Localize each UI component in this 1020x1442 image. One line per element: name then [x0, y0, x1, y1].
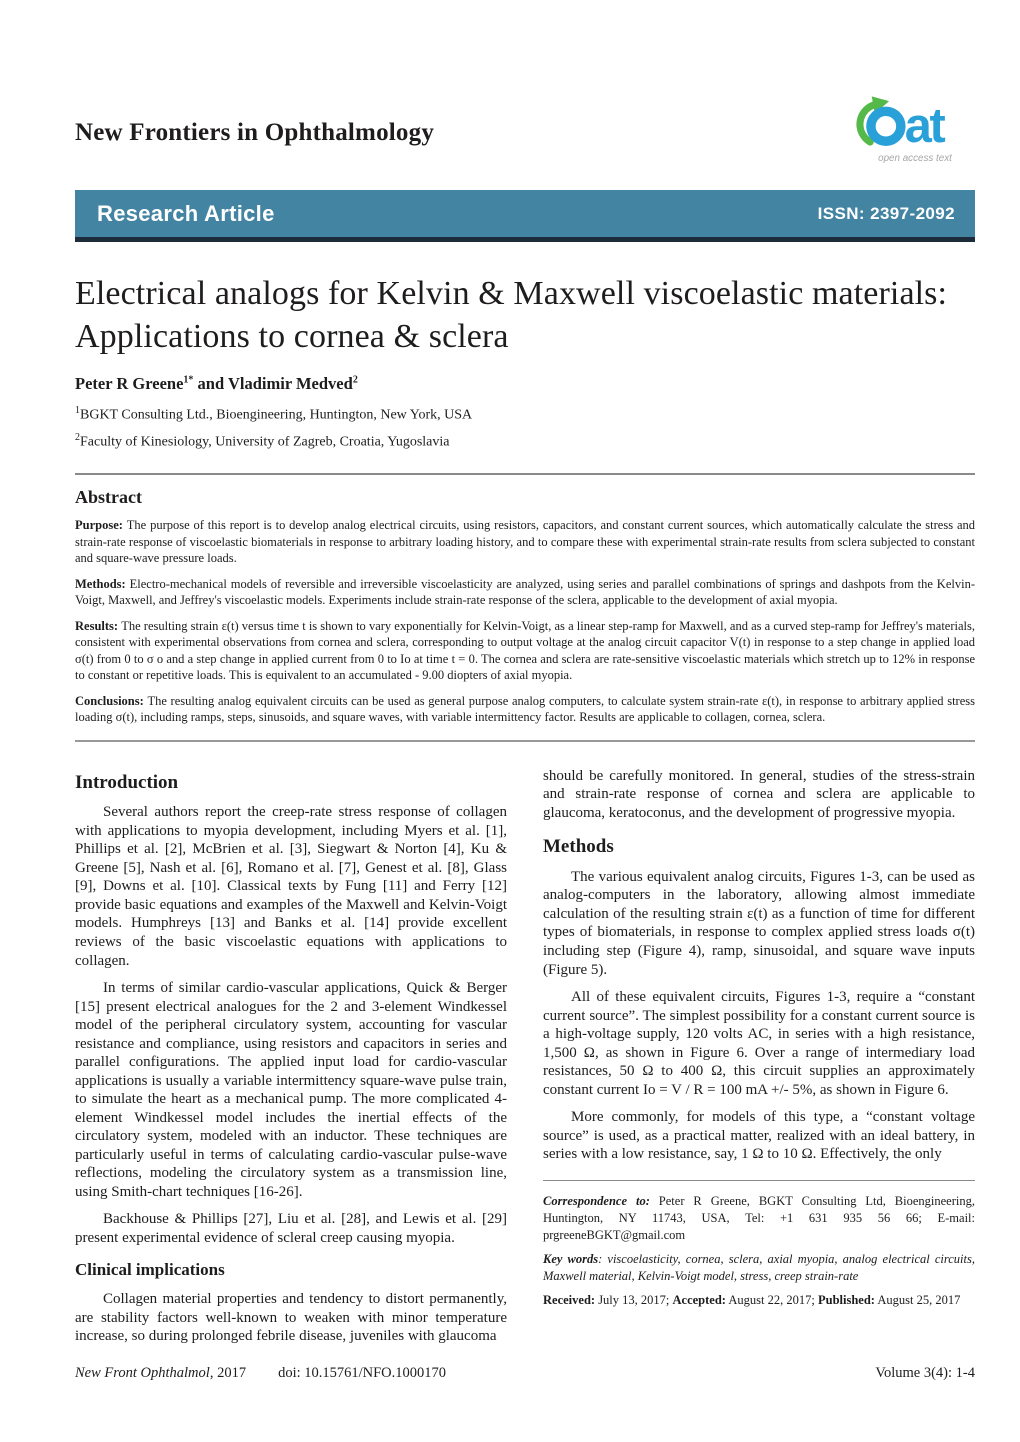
affiliation-2-superscript: 2 [75, 431, 80, 443]
article-title-line1: Electrical analogs for Kelvin & Maxwell viscoelastic materials: [75, 275, 948, 312]
affiliation-1 [75, 402, 975, 429]
continuation-paragraph: should be carefully monitored. In general, studies of the stress-strain and strain-rate response of cornea and sclera are applicable to glaucoma, keratoconus, and the development of progressive myopia. [543, 767, 975, 821]
abstract-purpose-text: The purpose of this report is to develop analog electrical circuits, using resistors, capacitors, and constant current sources, which automatically calculate the stress and strain-rate response of viscoelastic biomaterials in response to arbitrary loading history, and to compare these with experimental strain-rate results from sclera subjected to constant and square-wave pressure loads. [75, 518, 975, 566]
received-label: Received: [543, 1292, 596, 1307]
divider-above-abstract [75, 473, 975, 475]
abstract-purpose [75, 517, 975, 567]
article-title-line2: Applications to cornea & sclera [75, 318, 509, 356]
keywords-paragraph [543, 1251, 975, 1285]
page-footer [75, 1365, 975, 1382]
dates-paragraph [543, 1292, 975, 1309]
abstract-section [75, 487, 975, 726]
footer-doi: doi: 10.15761/NFO.1000170 [278, 1365, 447, 1381]
journal-name: New Frontiers in Ophthalmology [75, 119, 435, 146]
oat-logo-icon [856, 93, 974, 169]
introduction-paragraph-2: In terms of similar cardio-vascular applications, Quick & Berger [15] present electrical analogues for the 2 and 3-element Windkessel model of the peripheral circulatory system, accounting for vascular resistance and compliance, using resistors and capacitors in series and parallel configurations. The applied input load for cardio-vascular applications is usually a variable intermittency square-wave pulse train, to simulate the heart as a mechanical pump. The more complicated 4-element Windkessel model includes the inertial effects of the circulatory system, modeled with an inductor. These techniques are particularly useful in terms of calculating cardio-vascular pulse-wave reflections, modeling the circulatory system as a transmission line, using Smith-chart techniques [16-26]. [75, 980, 507, 1200]
abstract-conclusions-text: The resulting analog equivalent circuits can be used as general purpose analog computers, to calculate system strain-rate ε(t), in response to arbitrary applied stress loading σ(t), including ramps, steps, sinusoids, and square waves, with variable intermittency factor. Results are applicable to collagen, cornea, sclera. [75, 693, 975, 725]
authors-line [75, 374, 975, 394]
article-title [75, 272, 975, 358]
keywords-label: Key words [543, 1251, 599, 1266]
clinical-implications-paragraph: Collagen material properties and tendency to distort permanently, are stability factors well-known to weaken with minor temperature increase, so during prolonged febrile disease, juveniles with glaucoma [75, 1291, 507, 1345]
publisher-logo [855, 93, 975, 174]
affiliation-1-superscript: 1 [75, 405, 80, 417]
abstract-conclusions-label: Conclusions: [75, 693, 148, 708]
footer-journal [75, 1365, 246, 1382]
left-column [75, 758, 507, 1355]
correspondence-text: Peter R Greene, BGKT Consulting Ltd, Bioengineering, Huntington, NY 11743, USA, Tel: +1 631 935 56 66; E-mail: prgreeneBGKT@gmail.com [543, 1193, 975, 1242]
svg-text:at: at [904, 98, 944, 153]
abstract-methods-text: Electro-mechanical models of reversible and irreversible viscoelasticity are analyzed, using series and parallel combinations of springs and dashpots from the Kelvin-Voigt, Maxwell, and Jeffrey's viscoelastic models. Experiments include strain-rate response of the sclera, applicable to the development of axial myopia. [75, 576, 975, 608]
abstract-methods-label: Methods: [75, 576, 130, 591]
author-1: Peter R Greene [75, 374, 184, 394]
methods-paragraph-3: More commonly, for models of this type, a “constant voltage source” is used, as a practical matter, realized with an ideal battery, in series with a low resistance, say, 1 Ω to 10 Ω. Effectively, the only [543, 1109, 975, 1163]
abstract-conclusions [75, 693, 975, 726]
issn-label: ISSN: 2397-2092 [817, 203, 955, 223]
page-header [75, 96, 975, 170]
divider-above-correspondence [543, 1180, 975, 1181]
abstract-heading: Abstract [75, 487, 142, 508]
affiliation-2 [75, 429, 975, 456]
article-type-banner [75, 190, 975, 242]
divider-above-body [75, 740, 975, 742]
footer-volume: Volume 3(4): 1-4 [875, 1365, 975, 1381]
footer-year: , 2017 [209, 1365, 247, 1381]
abstract-methods [75, 576, 975, 609]
introduction-paragraph-3: Backhouse & Phillips [27], Liu et al. [28], and Lewis et al. [29] present experimental evidence of scleral creep causing myopia. [75, 1211, 507, 1246]
accepted-label: Accepted: [672, 1292, 726, 1307]
correspondence-block [543, 1180, 975, 1309]
article-type-label: Research Article [97, 200, 275, 226]
methods-heading: Methods [543, 836, 614, 858]
logo-tagline: open access text [878, 152, 952, 164]
accepted-date: August 22, 2017; [725, 1292, 818, 1307]
clinical-implications-heading: Clinical implications [75, 1260, 225, 1280]
author-2-superscript: 2 [352, 374, 358, 386]
abstract-results-text: The resulting strain ε(t) versus time t is shown to vary exponentially for Kelvin-Voigt, as a linear step-ramp for Maxwell, and as a curved step-ramp for Jeffrey's materials, consistent with experimental observations from cornea and sclera, corresponding to output voltage at the analog circuit capacitor V(t) in response to a step change in applied load σ(t) from 0 to σ o and a step change in applied current from 0 to Io at time t = 0. The cornea and sclera are rate-sensitive viscoelastic materials which stretch up to 12% in response to constant or repetitive loads. This is equivalent to an accumulated - 9.00 diopters of axial myopia. [75, 618, 975, 683]
affiliations [75, 402, 975, 455]
right-column [543, 758, 975, 1355]
introduction-paragraph-1: Several authors report the creep-rate stress response of collagen with applications to myopia development, including Myers et al. [1], Phillips et al. [2], McBrien et al. [3], Siegwart & Norton [4], Ku & Greene [5], Nash et al. [6], Romano et al. [7], Genest et al. [8], Glass [9], Downs et al. [10]. Classical texts by Fung [11] and Ferry [12] provide basic equations and examples of the Maxwell and Kelvin-Voigt models. Humphreys [13] and Banks et al. [14] provide excellent reviews of the basic viscoelastic equations with applications to collagen. [75, 804, 507, 969]
affiliation-1-text: BGKT Consulting Ltd., Bioengineering, Huntington, New York, USA [80, 408, 473, 423]
abstract-purpose-label: Purpose: [75, 518, 127, 533]
abstract-results-label: Results: [75, 618, 122, 633]
keywords-text: : viscoelasticity, cornea, sclera, axial myopia, analog electrical circuits, Maxwell material, Kelvin-Voigt model, stress, creep strain-rate [543, 1251, 975, 1283]
correspondence-label: Correspondence to: [543, 1193, 650, 1208]
correspondence-paragraph [543, 1193, 975, 1244]
published-label: Published: [817, 1292, 875, 1307]
methods-paragraph-1: The various equivalent analog circuits, Figures 1-3, can be used as analog-computers in the laboratory, allowing almost immediate calculation of the resulting strain ε(t) as a function of time for different types of biomaterials, in response to complex applied stress loads σ(t) including step (Figure 4), ramp, sinusoidal, and square wave inputs (Figure 5). [543, 868, 975, 978]
footer-journal-name: New Front Ophthalmol [75, 1365, 210, 1381]
affiliation-2-text: Faculty of Kinesiology, University of Zagreb, Croatia, Yugoslavia [80, 434, 450, 450]
author-1-superscript: 1* [183, 374, 194, 386]
author-2: Vladimir Medved [227, 374, 353, 394]
published-date: August 25, 2017 [874, 1292, 961, 1307]
authors-separator: and [193, 374, 228, 394]
received-date: July 13, 2017; [595, 1292, 673, 1307]
methods-paragraph-2: All of these equivalent circuits, Figures 1-3, require a “constant current source”. The simplest possibility for a constant current source is a high-voltage supply, 120 volts AC, in series with a high resistance, 1,500 Ω, as shown in Figure 6. Over a range of intermediary load resistances, 50 Ω to 400 Ω, this circuit supplies an approximately constant current Io = V / R = 100 mA +/- 5%, as shown in Figure 6. [543, 989, 975, 1098]
introduction-heading: Introduction [75, 771, 179, 793]
abstract-results [75, 618, 975, 684]
body-columns [75, 758, 975, 1355]
